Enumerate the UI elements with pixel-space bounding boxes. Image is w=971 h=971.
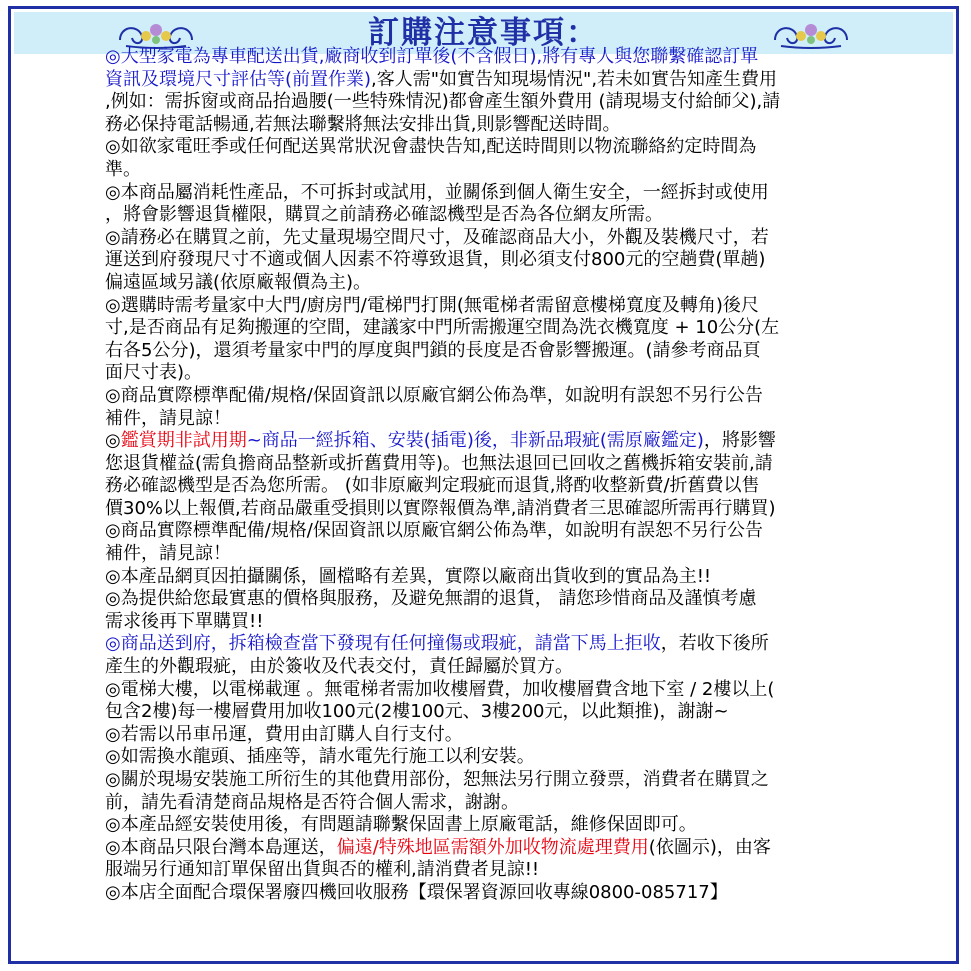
notice-text: 服端另行通知訂單保留出貨與否的權利,請消費者見諒!! <box>105 859 540 881</box>
notice-line <box>105 792 865 815</box>
notice-line <box>105 724 865 747</box>
notice-text: ◎大型家電為專車配送出貨,廠商收到訂單後(不含假日),將有專人與您聯繫確認訂單 <box>105 46 759 67</box>
notice-text: (依圖示)，由客 <box>648 836 771 858</box>
notice-line <box>105 656 865 679</box>
notice-text: 您退貨權益(需負擔商品整新或折舊費用等)。也無法退回已回收之舊機拆箱安裝前,請 <box>105 452 773 474</box>
notice-line <box>105 91 865 114</box>
notice-text: 前，請先看清楚商品規格是否符合個人需求，謝謝。 <box>105 791 519 813</box>
notice-text: 補件，請見諒！ <box>105 543 231 565</box>
notice-text: ~商品一經拆箱、安裝(插電)後，非新品瑕疵(需原廠鑑定) <box>246 430 704 452</box>
notice-line <box>105 295 865 318</box>
notice-text: 務必確認機型是否為您所需。 (如非原廠判定瑕疵而退貨,將酌收整新費/折舊費以售 <box>105 475 760 497</box>
notice-text: ◎為提供給您最實惠的價格與服務，及避免無謂的退貨， 請您珍惜商品及謹慎考慮 <box>105 588 757 610</box>
notice-text: ,客人需"如實告知現場情況",若未如實告知產生費用 <box>371 68 778 90</box>
notice-line <box>105 679 865 702</box>
notice-line <box>105 227 865 250</box>
notice-text: 偏遠/特殊地區需額外加收物流處理費用 <box>336 836 649 858</box>
notice-text: 運送到府發現尺寸不適或個人因素不符導致退貨，則必須支付800元的空趟費(單趟) <box>105 249 766 271</box>
notice-text: 價30%以上報價,若商品嚴重受損則以實際報價為準,請消費者三思確認所需再行購買) <box>105 497 776 519</box>
notice-text: ◎選購時需考量家中大門/廚房門/電梯門打開(無電梯者需留意樓梯寬度及轉角)後尺 <box>105 294 759 316</box>
notice-text: ◎本產品網頁因拍攝關係，圖檔略有差異，實際以廠商出貨收到的實品為主!! <box>105 565 712 587</box>
notice-line <box>105 340 865 363</box>
notice-line <box>105 46 865 69</box>
page-title: 訂購注意事項： <box>368 15 599 51</box>
notice-line <box>105 182 865 205</box>
notice-line <box>105 159 865 182</box>
notice-line <box>105 882 865 905</box>
notice-line <box>105 453 865 476</box>
notice-text: 右各5公分)，還須考量家中門的厚度與門鎖的長度是否會影響搬運。(請參考商品頁 <box>105 339 761 361</box>
notice-text: ◎若需以吊車吊運，費用由訂購人自行支付。 <box>105 723 463 745</box>
notice-text: ◎關於現場安裝施工所衍生的其他費用部份，恕無法另行開立發票，消費者在購買之 <box>105 769 769 790</box>
notice-text: ◎請務必在購買之前，先丈量現場空間尺寸，及確認商品大小，外觀及裝機尺寸，若 <box>105 226 769 248</box>
notice-text: ◎本商品屬消耗性產品，不可拆封或試用，並關係到個人衛生安全，一經拆封或使用 <box>105 181 769 203</box>
notice-line <box>105 701 865 724</box>
notice-text: 務必保持電話暢通,若無法聯繫將無法安排出貨,則影響配送時間。 <box>105 113 621 135</box>
notice-line <box>105 408 865 431</box>
notice-text: ◎商品實際標準配備/規格/保固資訊以原廠官網公佈為準，如說明有誤恕不另行公告 <box>105 384 763 406</box>
notice-line <box>105 430 865 453</box>
notice-line <box>105 362 865 385</box>
notice-text: ◎電梯大樓，以電梯載運 。無電梯者需加收樓層費，加收樓層費含地下室 / 2樓以上( <box>105 678 775 700</box>
notice-line <box>105 249 865 272</box>
notice-text: ◎如欲家電旺季或任何配送異常狀況會盡快告知,配送時間則以物流聯絡約定時間為 <box>105 136 757 158</box>
notice-text: 準。 <box>105 158 141 180</box>
notice-line <box>105 746 865 769</box>
notice-line <box>105 543 865 566</box>
notice-text: ，將會影響退貨權限，購買之前請務必確認機型是否為各位網友所需。 <box>105 204 663 226</box>
notice-line <box>105 272 865 295</box>
notice-text: ◎ <box>105 430 121 452</box>
notice-line <box>105 611 865 634</box>
notice-text: ◎本店全面配合環保署廢四機回收服務【環保署資源回收專線0800-085717】 <box>105 881 728 903</box>
notice-body <box>105 46 865 905</box>
notice-text: ◎如需換水龍頭、插座等，請水電先行施工以利安裝。 <box>105 746 535 768</box>
notice-text: 產生的外觀瑕疵，由於簽收及代表交付，責任歸屬於買方。 <box>105 656 573 678</box>
notice-line <box>105 114 865 137</box>
notice-line <box>105 69 865 92</box>
notice-line <box>105 633 865 656</box>
notice-text: 偏遠區域另議(依原廠報價為主)。 <box>105 271 372 293</box>
notice-text: 資訊及環境尺寸評估等(前置作業) <box>105 68 372 90</box>
notice-line <box>105 769 865 792</box>
notice-line <box>105 588 865 611</box>
notice-text: 面尺寸表)。 <box>105 362 203 384</box>
notice-line <box>105 475 865 498</box>
notice-line <box>105 136 865 159</box>
notice-text: ◎商品送到府，拆箱檢查當下發現有任何撞傷或瑕疵，請當下馬上拒收 <box>105 633 661 655</box>
notice-line <box>105 520 865 543</box>
notice-text: 包含2樓)每一樓層費用加收100元(2樓100元、3樓200元，以此類推)，謝謝~ <box>105 701 729 723</box>
notice-text: 需求後再下單購買!! <box>105 610 264 632</box>
notice-line <box>105 498 865 521</box>
notice-text: ,例如：需拆窗或商品抬過腰(一些特殊情況)都會產生額外費用 (請現場支付給師父),請 <box>105 91 781 113</box>
notice-text: ◎本商品只限台灣本島運送， <box>105 836 337 858</box>
notice-line <box>105 859 865 882</box>
notice-text: ，若收下後所 <box>660 633 769 655</box>
notice-text: 鑑賞期非試用期 <box>120 430 247 452</box>
notice-line <box>105 837 865 860</box>
notice-line <box>105 814 865 837</box>
notice-text: 寸,是否商品有足夠搬運的空間，建議家中門所需搬運空間為洗衣機寬度 + 10公分(左 <box>105 317 780 339</box>
notice-text: ◎商品實際標準配備/規格/保固資訊以原廠官網公佈為準，如說明有誤恕不另行公告 <box>105 520 763 542</box>
notice-line <box>105 385 865 408</box>
notice-line <box>105 317 865 340</box>
notice-line <box>105 204 865 227</box>
notice-text: 補件，請見諒！ <box>105 407 231 429</box>
notice-text: ◎本產品經安裝使用後，有問題請聯繫保固書上原廠電話，維修保固即可。 <box>105 814 697 836</box>
notice-text: ，將影響 <box>703 430 776 452</box>
notice-line <box>105 566 865 589</box>
